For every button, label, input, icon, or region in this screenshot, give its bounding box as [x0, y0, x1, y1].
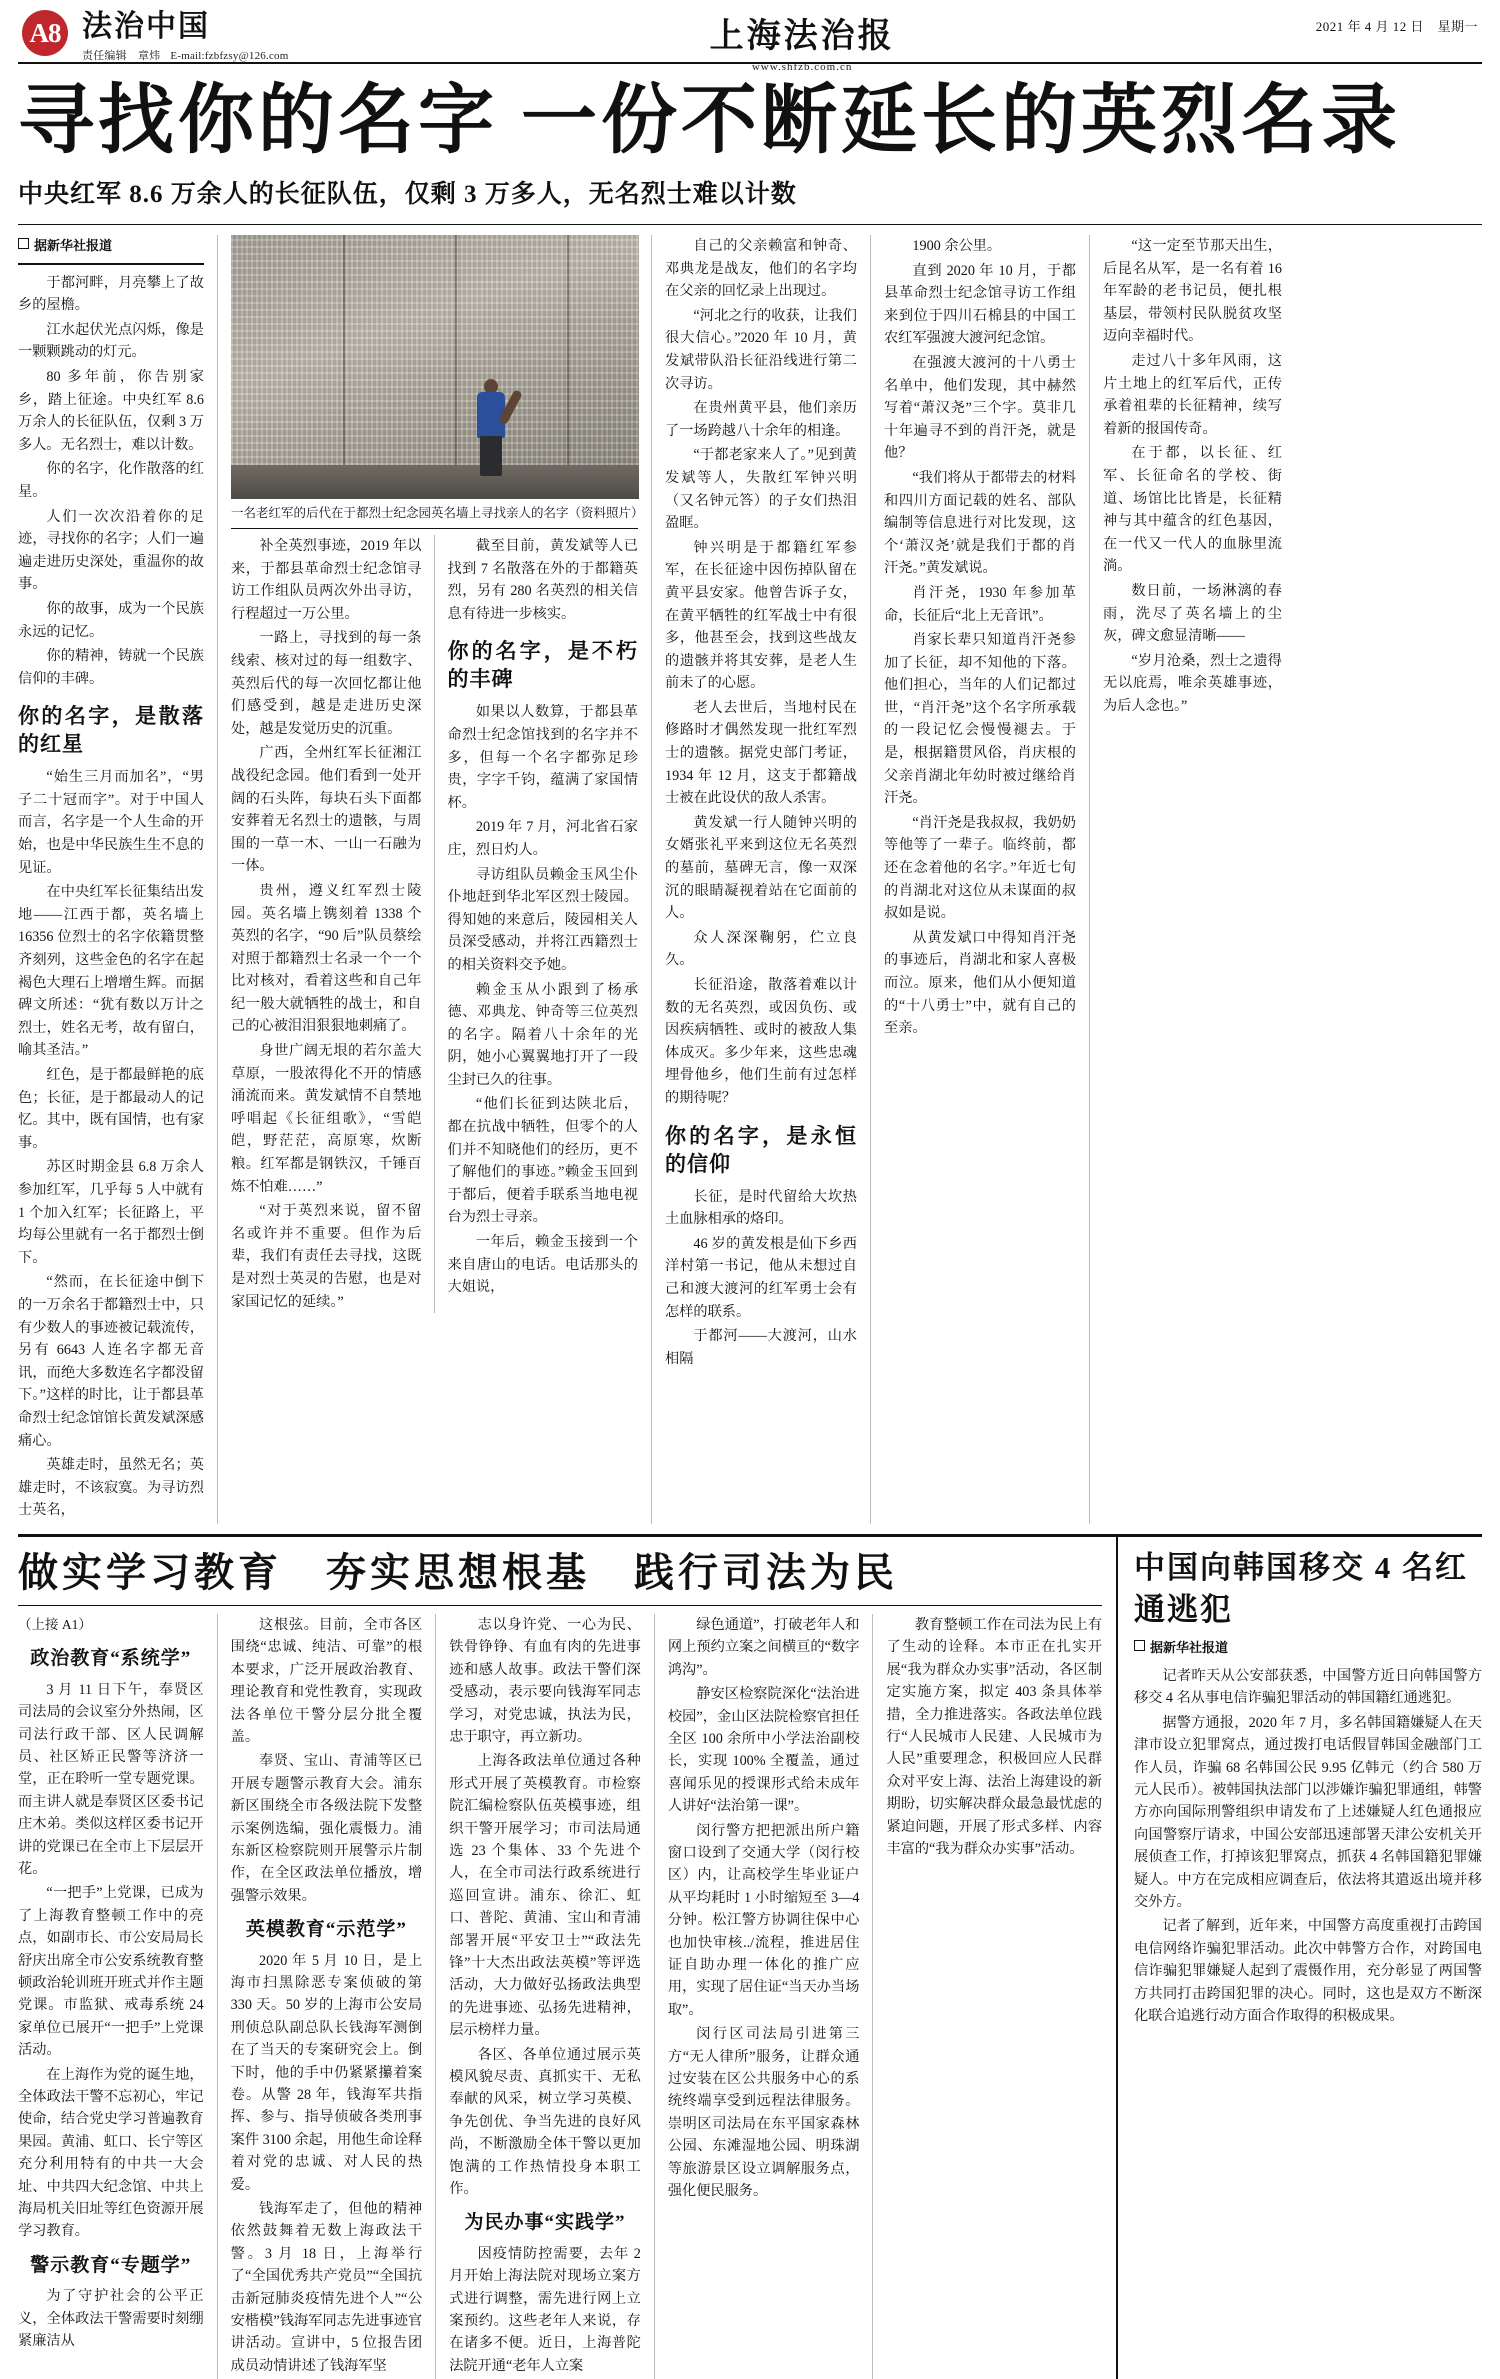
source-line [18, 235, 204, 265]
paragraph: 2020 年 5 月 10 日，是上海市扫黑除恶专案侦破的第 330 天。50 岁的上海市公安局刑侦总队副总队长钱海军测倒在了当天的专案研究会上。倒下时，他的手中仍紧紧攥着案卷。从警 28 年，钱海军共指挥、参与、指导侦破各类刑事案件 3100 余起，用他生命诠释着对党的忠诚、对人民的热爱。 [230, 1952, 423, 2193]
lead-column-1 [18, 235, 218, 1524]
paragraph: 江水起伏光点闪烁，像是一颗颗跳动的灯元。 [18, 321, 204, 361]
paragraph: 老人去世后，当地村民在修路时才偶然发现一批红军烈士的遗骸。据党史部门考证，1934 年 12 月，这支于都籍战士被在此设伏的敌人杀害。 [665, 699, 857, 807]
paragraph: “始生三月而加名”，“男子二十冠而字”。对于中国人而言，名字是一个人生命的开始，也是中华民族生生不息的见证。 [18, 769, 204, 876]
paragraph: 这根弦。目前，全市各区围绕“忠诚、纯洁、可靠”的根本要求，广泛开展政治教育、理论教育和党性教育，实现政法各单位干警分层分批全覆盖。 [230, 1616, 423, 1745]
side-source-line [1134, 1637, 1482, 1661]
section-subheading: 你的名字，是散落的红星 [18, 704, 204, 757]
source-text: 据新华社报道 [1150, 1639, 1229, 1655]
paragraph: 补全英烈事迹，2019 年以来，于都县革命烈士纪念馆寻访工作组队员两次外出寻访，行程超过一万公里。 [231, 538, 422, 622]
photo-ground [231, 465, 639, 499]
section-editor-line [82, 47, 289, 63]
paragraph: 赖金玉从小跟到了杨承德、邓典龙、钟奇等三位英烈的名字。隔着八十余年的光阴，她小心翼翼地打开了一段尘封已久的往事。 [447, 981, 638, 1088]
paragraph: 肖家长辈只知道肖汗尧参加了长征，却不知他的下落。他们担心，当年的人们记都过世，“肖汗尧”这个名字所承载的一段记忆会慢慢褪去。于是，根据籍贯风俗，肖庆根的父亲肖湖北年幼时被过继给肖汗尧。 [884, 632, 1076, 807]
paragraph: “河北之行的收获，让我们很大信心。”2020 年 10 月，黄发斌带队沿长征沿线进行第二次寻访。 [665, 307, 857, 392]
side-article-title: 中国向韩国移交 4 名红通逃犯 [1134, 1549, 1468, 1627]
paragraph: “这一定至节那天出生，后昆名从军，是一名有着 16 年军龄的老书记员，便扎根基层，带领村民队脱贫攻坚迈向幸福时代。 [1103, 238, 1282, 345]
paragraph: 记者昨天从公安部获悉，中国警方近日向韩国警方移交 4 名从事电信诈骗犯罪活动的韩国籍红通逃犯。 [1134, 1667, 1482, 1707]
lead-column-5 [1090, 235, 1282, 1524]
paragraph: 在贵州黄平县，他们亲历了一场跨越八十余年的相逢。 [665, 400, 857, 439]
page-number-badge: A8 [22, 10, 68, 56]
paper-url[interactable]: www.shfzb.com.cn [751, 61, 853, 73]
paragraph: 于都河畔，月亮攀上了故乡的屋檐。 [18, 274, 204, 314]
paragraph: “然而，在长征途中倒下的一万余名于都籍烈士中，只有少数人的事迹被记载流传，另有 6643 人连名字都无音讯，而绝大多数连名字都没留下。”这样的时比，让于都县革命烈士纪念馆馆长黄发斌深感痛心。 [18, 1274, 204, 1449]
figure-legs [480, 436, 502, 476]
paragraph: 据警方通报，2020 年 7 月，多名韩国籍嫌疑人在天津市设立犯罪窝点，通过拨打电话假冒韩国金融部门工作人员，诈骗 68 名韩国公民 9.95 亿韩元（约合 580 万元人民币）。被韩国执法部门以涉嫌诈骗犯罪通组，韩警方亦向国际刑警组织申请发布了上述嫌疑人红色通报应向国警察厅请求，中国公安部迅速部署天津公安机关开展侦查工作，打掉该犯罪窝点，抓获 4 名韩国籍犯罪嫌疑人。中方在完成相应调查后，依法将其遣返出境并移交外方。 [1134, 1714, 1482, 1910]
paragraph: 奉贤、宝山、青浦等区已开展专题警示教育大会。浦东新区围绕全市各级法院下发整示案例选编，强化震慑力。浦东新区检察院则开展警示片制作，在全区政法单位播放，增强警示效果。 [230, 1753, 423, 1904]
paragraph: “我们将从于都带去的材料和四川方面记载的姓名、部队编制等信息进行对比发现，这个‘萧汉尧’就是我们于都的肖汗尧。”黄发斌说。 [884, 469, 1076, 577]
paragraph: 肖汗尧，1930 年参加革命，长征后“北上无音讯”。 [884, 584, 1076, 624]
paragraph: 闵行警方把把派出所户籍窗口设到了交通大学（闵行校区）内，让高校学生毕业证户从平均耗时 1 小时缩短至 3—4 分钟。松江警方协调往保中心也加快审核../流程，推进居住证自助办理一体化的推广应用，实现了居住证“当天办当场取”。 [667, 1822, 860, 2018]
photo-caption: 一名老红军的后代在于都烈士纪念园英名墙上寻找亲人的名字（资料照片） [231, 504, 638, 529]
wall-seam [455, 235, 457, 499]
paragraph: 志以身许党、一心为民、铁骨铮铮、有血有肉的先进事迹和感人故事。政法干警们深受感动，表示要向钱海军同志学习，对党忠诚，执法为民，忠于职守，再立新功。 [449, 1616, 641, 1745]
paper-logo [289, 8, 1316, 73]
paragraph: 在上海作为党的诞生地，全体政法干警不忘初心，牢记使命，结合党史学习普遍教育果园。黄浦、虹口、长宁等区充分利用特有的中共一大会址、中共四大纪念馆、中共上海局机关旧址等红色资源开展学习教育。 [18, 2066, 204, 2240]
paragraph: 从黄发斌口中得知肖汗尧的事迹后，肖湖北和家人喜极而泣。原来，他们从小便知道的“十八勇士”中，就有自己的至亲。 [884, 929, 1076, 1037]
issue-date: 2021 年 4 月 12 日 星期一 [1315, 19, 1478, 34]
paragraph: 英雄走时，虽然无名；英雄走时，不该寂寞。为寻访烈士英名， [18, 1457, 204, 1519]
lead-column-4 [871, 235, 1090, 1524]
paragraph: 走过八十多年风雨，这片土地上的红军后代，正传承着祖辈的长征精神，续写着新的报国传奇。 [1103, 352, 1282, 437]
paragraph: 各区、各单位通过展示英模风貌尽责、真抓实干、无私奉献的风采，树立学习英模、争先创优、争当先进的良好风尚，不断激励全体干警以更加饱满的工作热情投身本职工作。 [449, 2046, 641, 2198]
wall-seam [343, 235, 345, 499]
section-subheading: 为民办事“实践学” [464, 2212, 626, 2234]
paragraph: 在中央红军长征集结出发地——江西于都，英名墙上 16356 位烈士的名字依籍贯整齐刻列，这些金色的名字在起褐色大理石上增增生辉。而据碑文所述：“犹有数以万计之烈士，姓名无考，故有留白，喻其圣洁。” [18, 884, 204, 1059]
paragraph: 为了守护社会的公平正义，全体政法干警需要时刻绷紧廉洁从 [18, 2288, 204, 2350]
paragraph: 如果以人数算，于都县革命烈士纪念馆找到的名字并不多，但每一个名字都弥足珍贵，字字千钧，蕴满了家国情杯。 [447, 704, 638, 811]
subheadline: 中央红军 8.6 万余人的长征队伍，仅剩 3 万多人，无名烈士难以计数 [18, 181, 797, 208]
paper-name: 上海法治报 [709, 18, 895, 55]
section-subheading: 英模教育“示范学” [245, 1919, 407, 1941]
paragraph: 你的名字，化作散落的红星。 [18, 461, 204, 500]
paragraph: 钱海军走了，但他的精神依然鼓舞着无数上海政法干警。3 月 18 日，上海举行了“全国优秀共产党员”“全国抗击新冠肺炎疫情先进个人”“公安楷模”钱海军同志先进事迹官讲活动。宣讲中，5 位报告团成员动情讲述了钱海军坚 [230, 2201, 423, 2374]
paragraph: “于都老家来人了。”见到黄发斌等人，失散红军钟兴明（又名钟元答）的子女们热泪盈眶。 [665, 447, 857, 532]
paragraph: 一路上，寻找到的每一条线索、核对过的每一组数字、英烈后代的每一次回忆都让他们感受到，越是走进历史深处，越是发觉历史的沉重。 [231, 630, 422, 737]
paragraph: 红色，是于都最鲜艳的底色；长征，是于都最动人的记忆。其中，既有国情，也有家事。 [18, 1067, 204, 1151]
paragraph: 钟兴明是于都籍红军参军，在长征途中因伤掉队留在黄平县安家。他曾告诉子女，在黄平牺牲的红军战士中有很多，他甚至会，找到这些战友的遗骸并将其安葬，是老人生前未了的心愿。 [665, 539, 857, 692]
paragraph: 直到 2020 年 10 月，于都县革命烈士纪念馆寻访工作组来到位于四川石棉县的中国工农红军强渡大渡河纪念馆。 [884, 262, 1076, 347]
paragraph: “岁月沧桑，烈士之遗得无以庇焉，唯余英雄事迹，为后人念也。” [1103, 652, 1282, 714]
section-subheading: 你的名字，是永恒的信仰 [665, 1123, 857, 1176]
paragraph: 闵行区司法局引进第三方“无人律所”服务，让群众通过安装在区公共服务中心的系统终端享受到远程法律服务。崇明区司法局在东平国家森林公园、东滩湿地公园、明珠湖等旅游景区设立调解服务点，强化便民服务。 [667, 2026, 860, 2200]
paragraph: 2019 年 7 月，河北省石家庄，烈日灼人。 [447, 819, 638, 858]
paragraph: 绿色通道”，打破老年人和网上预约立案之间横亘的“数字鸿沟”。 [667, 1616, 860, 1678]
section-subheading: 政治教育“系统学” [30, 1648, 192, 1670]
paragraph: 教育整顿工作在司法为民上有了生动的诠释。本市正在扎实开展“我为群众办实事”活动，各区制定实施方案，拟定 403 条具体举措，全力推进落实。各政法单位践行“人民城市人民建、人民城市为人民”重要理念，积极回应人民群众对平安上海、法治上海建设的新期盼，切实解决群众最急最忧虑的紧迫问题，开展了形式多样、内容丰富的“我为群众办实事”活动。 [886, 1616, 1103, 1857]
paragraph: “肖汗尧是我叔叔，我奶奶等他等了一辈子。临终前，都还在念着他的名字。”年近七旬的肖湖北对这位从未谋面的叔叔如是说。 [884, 814, 1076, 922]
paragraph: 一年后，赖金玉接到一个来自唐山的电话。电话那头的大姐说， [447, 1234, 638, 1296]
paragraph: 1900 余公里。 [912, 238, 1002, 254]
paragraph: 长征沿途，散落着难以计数的无名英烈，或因负伤、或因疾病牺牲、或时的被敌人集体成灭。多少年来，这些忠魂埋骨他乡，他们生前有过怎样的期待呢？ [665, 977, 857, 1106]
lower-main-article [18, 1537, 1118, 2379]
lead-article [18, 235, 1482, 1524]
paragraph: 于都河——大渡河，山水相隔 [665, 1328, 857, 1367]
lower-column-4 [655, 1614, 874, 2379]
paragraph: 上海各政法单位通过各种形式开展了英模教育。市检察院汇编检察队伍英模事迹，组织干警开展学习；市司法局通选 23 个集体、33 个先进个人，在全市司法行政系统进行巡回宣讲。浦东、徐汇、虹口、普陀、黄浦、宝山和青浦部署开展“平安卫士”“政法先锋”十大杰出政法英模”等评选活动，大力做好弘扬政法典型的先进事迹、弘扬先进精神，层示榜样力量。 [449, 1753, 641, 2039]
section-subheading: 你的名字，是不朽的丰碑 [447, 639, 638, 692]
paragraph: 数日前，一场淋漓的春雨，洗尽了英名墙上的尘灰，碑文愈显清晰—— [1103, 582, 1282, 645]
paragraph: 46 岁的黄发根是仙下乡西洋村第一书记，他从未想过自己和渡大渡河的红军勇士会有怎样的联系。 [665, 1235, 857, 1320]
lower-section [18, 1537, 1482, 2379]
paragraph: 自己的父亲赖富和钟奇、邓典龙是战友，他们的名字均在父亲的回忆录上出现过。 [665, 238, 857, 300]
paragraph: 众人深深鞠躬，伫立良久。 [665, 929, 857, 969]
masthead [0, 0, 1500, 73]
bullet-square-icon [18, 238, 29, 249]
paragraph: “对于英烈来说，留不留名或许并不重要。但作为后辈，我们有责任去寻找，这既是对烈士英灵的告慰，也是对家国记忆的延续。” [231, 1203, 422, 1310]
section-title: 法治中国 [82, 10, 210, 43]
lower-title-divider [18, 1605, 1102, 1606]
paragraph: “一把手”上党课，已成为了上海教育整顿工作中的亮点，如副市长、市公安局局长舒庆出席全市公安系统教育整顿政治轮训班开班式并作主题党课。市监狱、戒毒系统 24 家单位已展开“一把手”上党课活动。 [18, 1885, 204, 2059]
lower-column-3 [436, 1614, 655, 2379]
lead-column-2 [218, 235, 652, 1524]
paragraph: 寻访组队员赖金玉风尘仆仆地赶到华北军区烈士陵园。得知她的来意后，陵园相关人员深受感动，并将江西籍烈士的相关资料交予她。 [447, 866, 638, 973]
article-photo [231, 235, 639, 499]
lower-side-article [1118, 1537, 1482, 2379]
article-photo-block [231, 235, 644, 529]
paragraph: 记者了解到，近年来，中国警方高度重视打击跨国电信网络诈骗犯罪活动。此次中韩警方合作，对跨国电信诈骗犯罪嫌疑人起到了震慑作用，充分彰显了两国警方共同打击跨国犯罪的决心。同时，这也是双方不断深化联合追逃行动方面合作取得的积极成果。 [1134, 1918, 1482, 2024]
lower-column-5 [873, 1614, 1102, 2379]
section-subheading: 警示教育“专题学” [30, 2254, 192, 2276]
paragraph: 身世广阔无垠的若尔盖大草原，一股浓得化不开的情感涌流而来。黄发斌情不自禁地呼唱起《长征组歌》，“雪皑皑，野茫茫，高原寒，炊断粮。红军都是钢铁汉，千锤百炼不怕难……” [231, 1043, 422, 1195]
paragraph: 静安区检察院深化“法治进校园”，金山区法院检察官担任全区 100 余所中小学法治副校长，实现 100% 全覆盖，通过喜闻乐见的授课形式给未成年人讲好“法治第一课”。 [667, 1686, 860, 1815]
paragraph: 因疫情防控需要，去年 2 月开始上海法院对现场立案方式进行调整，需先进行网上立案预约。这些老年人来说，存在诸多不便。近日，上海普陀法院开通“老年人立案 [449, 2245, 641, 2374]
wall-seam [567, 235, 569, 499]
bullet-square-icon [1134, 1640, 1145, 1651]
paragraph: 苏区时期金县 6.8 万余人参加红军，几乎每 5 人中就有 1 个加入红军；长征路上，平均每公里就有一名于都烈士倒下。 [18, 1159, 204, 1266]
headline-divider [18, 224, 1482, 225]
paragraph: 80 多年前，你告别家乡，踏上征途。中央红军 8.6 万余人的长征队伍，仅剩 3 万多人。无名烈士，难以计数。 [18, 368, 204, 453]
paragraph: 3 月 11 日下午，奉贤区司法局的会议室分外热闹，区司法行政干部、区人民调解员、社区矫正民警等济济一堂，正在聆听一堂专题党课。而主讲人就是奉贤区区委书记庄木弟。类似这样区委书记开讲的党课已在全市上下层层开花。 [18, 1681, 204, 1877]
editor-email: E-mail:fzbfzsy@126.com [170, 50, 289, 62]
person-figure [474, 379, 508, 475]
source-text: 据新华社报道 [34, 238, 113, 253]
paragraph: 在强渡大渡河的十八勇士名单中，他们发现，其中赫然写着“萧汉尧”三个字。莫非几十年遍寻不到的肖汗尧，就是他？ [884, 354, 1076, 462]
lead-column-3 [652, 235, 871, 1524]
paragraph: 截至目前，黄发斌等人已找到 7 名散落在外的于都籍英烈，另有 280 名英烈的相关信息有待进一步核实。 [447, 538, 638, 622]
page-title: 寻找你的名字 一份不断延长的英烈名录 [18, 79, 1401, 163]
lower-article-title: 做实学习教育 夯实思想根基 践行司法为民 [18, 1549, 898, 1595]
paragraph: 长征，是时代留给大坎热土血脉相承的烙印。 [665, 1188, 857, 1228]
paragraph: 你的故事，成为一个民族永远的记忆。 [18, 600, 204, 640]
paragraph: “他们长征到达陕北后，都在抗战中牺牲，但零个的人们并不知晓他们的经历，更不了解他们的事迹。”赖金玉回到于都后，便着手联系当地电视台为烈士寻亲。 [447, 1096, 638, 1226]
lower-column-2 [218, 1614, 437, 2379]
editor-name: 责任编辑 章炜 [82, 50, 161, 62]
paragraph: 人们一次次沿着你的足迹，寻找你的名字；人们一遍遍走进历史深处，重温你的故事。 [18, 508, 204, 593]
paragraph: 黄发斌一行人随钟兴明的女婿张礼平来到这位无名英烈的墓前，墓碑无言，像一双深沉的眼睛凝视着站在它面前的人。 [665, 814, 857, 922]
paragraph: 在于都，以长征、红军、长征命名的学校、街道、场馆比比皆是，长征精神与其中蕴含的红色基因，在一代又一代人的血脉里流淌。 [1103, 445, 1282, 575]
jump-line: （上接 A1） [18, 1616, 92, 1632]
memorial-wall [231, 235, 639, 465]
paragraph: 广西，全州红军长征湘江战役纪念园。他们看到一处开阔的石头阵，每块石头下面都安葬着无名烈士的遗骸，与周围的一草一木、一山一石融为一体。 [231, 745, 422, 875]
paragraph: 你的精神，铸就一个民族信仰的丰碑。 [18, 648, 204, 687]
section-block [82, 10, 289, 63]
lower-column-1 [18, 1614, 218, 2379]
paragraph: 贵州，遵义红军烈士陵园。英名墙上镌刻着 1338 个英烈的名字，“90 后”队员蔡绘对照于都籍烈士名录一个一个比对核对，看着这些和自己年纪一般大就牺牲的战士，和自己的心被泪泪狠狠地刺痛了。 [231, 882, 422, 1035]
